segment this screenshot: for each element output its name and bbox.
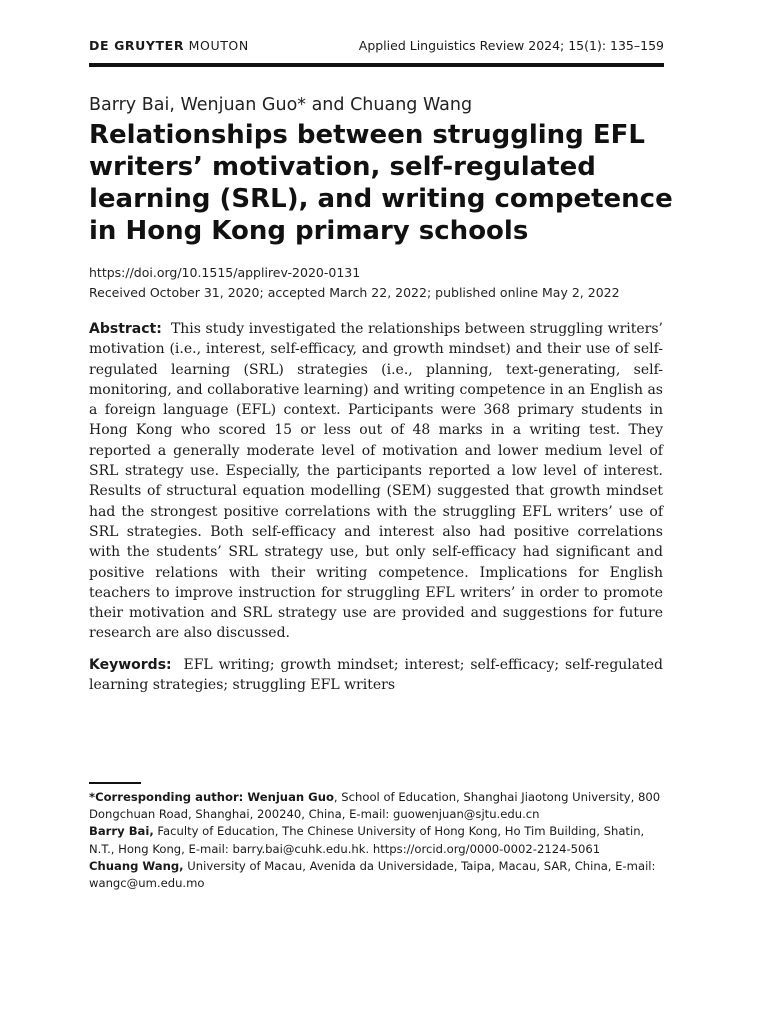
footnote-wang: Chuang Wang, University of Macau, Avenida da Universidade, Taipa, Macau, SAR, China, E-mail: wangc@um.edu.mo (89, 858, 656, 891)
publisher-logo: DE GRUYTER MOUTON (89, 38, 249, 53)
publication-dates: Received October 31, 2020; accepted March 22, 2022; published online May 2, 2022 (89, 285, 620, 300)
footnote-rule (89, 782, 141, 784)
article-metadata (89, 263, 620, 303)
doi-link[interactable]: https://doi.org/10.1515/applirev-2020-0131 (89, 265, 361, 280)
header-rule (89, 63, 664, 67)
author-footnotes (89, 789, 669, 892)
article-title: Relationships between struggling EFL writers’ motivation, self-regulated learning (SRL), and writing competence in Hong Kong primary schools (89, 120, 673, 246)
author-list: Barry Bai, Wenjuan Guo* and Chuang Wang (89, 95, 473, 115)
keywords-text: EFL writing; growth mindset; interest; self-efficacy; self-regulated learning strategies; struggling EFL writers (89, 657, 663, 694)
keywords-label: Keywords: (89, 657, 172, 673)
abstract (89, 319, 663, 644)
keywords (89, 655, 663, 696)
running-header (89, 38, 664, 53)
journal-citation: Applied Linguistics Review 2024; 15(1): 135–159 (358, 38, 664, 53)
abstract-label: Abstract: (89, 321, 162, 337)
abstract-text: This study investigated the relationships between struggling writers’ motivation (i.e., interest, self-efficacy, and growth mindset) and their use of self-regulated learning (SRL) strategies (i.e., planning, text-generating, self-monitoring, and collaborative learning) and writing competence in an English as a foreign language (EFL) context. Participants were 368 primary students in Hong Kong who scored 15 or less out of 48 marks in a writing test. They reported a generally moderate level of motivation and lower medium level of SRL strategy use. Especially, the participants reported a low level of interest. Results of structural equation modelling (SEM) suggested that growth mindset had the strongest positive correlations with the struggling EFL writers’ use of SRL strategies. Both self-efficacy and interest also had positive correlations with the students’ SRL strategy use, but only self-efficacy had significant and positive relations with their writing competence. Implications for English teachers to improve instruction for struggling EFL writers’ in order to promote their motivation and SRL strategy use are provided and suggestions for future research are also discussed. (89, 321, 663, 642)
footnote-corresponding: *Corresponding author: Wenjuan Guo, School of Education, Shanghai Jiaotong University, 800 Dongchuan Road, Shanghai, 200240, China, E-mail: guowenjuan@sjtu.edu.cn (89, 790, 661, 822)
footnote-bai: Barry Bai, Faculty of Education, The Chinese University of Hong Kong, Ho Tim Building, Shatin, N.T., Hong Kong, E-mail: barry.bai@cuhk.edu.hk. https://orcid.org/0000-0002-2124-5061 (89, 824, 645, 856)
